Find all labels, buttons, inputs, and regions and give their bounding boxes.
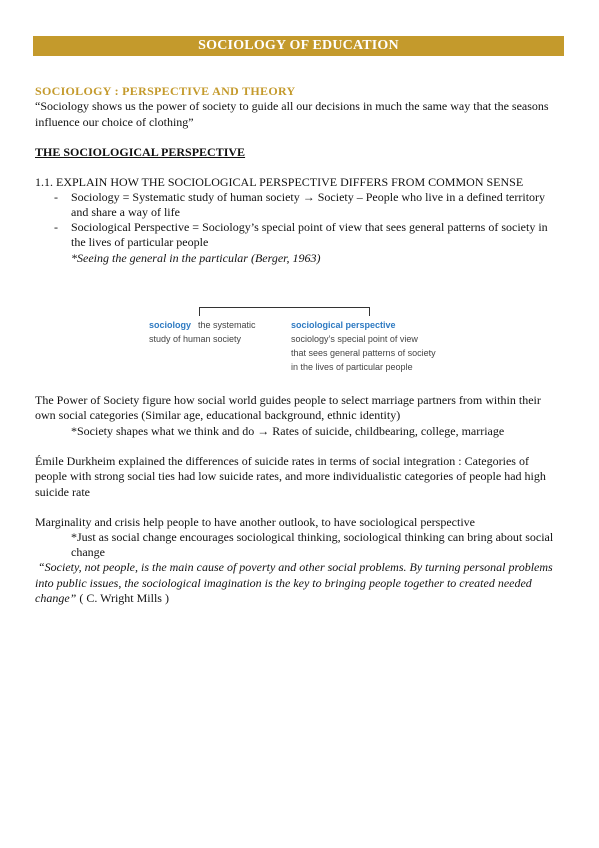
figure-right-def-line-3: in the lives of particular people [291, 362, 413, 372]
berger-note: *Seeing the general in the particular (Berger, 1963) [71, 251, 321, 265]
marginality-para: Marginality and crisis help people to have another outlook, to have sociological perspective [35, 515, 475, 529]
section-title: SOCIOLOGY : PERSPECTIVE AND THEORY [35, 84, 296, 98]
bullet-1-line-1: Sociology = Systematic study of human society → Society – People who live in a defined territory [71, 190, 546, 204]
durkheim-para-line-3: suicide rate [35, 485, 90, 499]
figure-bracket-right [369, 307, 370, 316]
document-banner: SOCIOLOGY OF EDUCATION [33, 36, 564, 56]
power-note: *Society shapes what we think and do → Rates of suicide, childbearing, college, marriage [71, 424, 505, 438]
bullet-dash: - [54, 190, 58, 204]
power-para-line-1: The Power of Society figure how social world guides people to select marriage partners from within their [35, 393, 541, 407]
bullet-2-line-2: the lives of particular people [71, 235, 209, 249]
durkheim-para-line-2: people with strong social ties had low suicide rates, and more individualistic categories of people had high [35, 469, 546, 483]
marginality-note-line-1: *Just as social change encourages sociological thinking, sociological thinking can bring about social [71, 530, 554, 544]
marginality-note-line-2: change [71, 545, 105, 559]
intro-quote-line-2: influence our choice of clothing” [35, 115, 194, 129]
figure-right-term: sociological perspective [291, 320, 396, 330]
figure-left-term: sociology [149, 320, 192, 330]
item-1-1-heading: 1.1. EXPLAIN HOW THE SOCIOLOGICAL PERSPECTIVE DIFFERS FROM COMMON SENSE [35, 175, 524, 189]
bullet-1-line-2: and share a way of life [71, 205, 180, 219]
figure-bracket-top [199, 307, 370, 308]
subheading: THE SOCIOLOGICAL PERSPECTIVE [35, 145, 246, 159]
figure-left-def-line-1: the systematic [198, 320, 256, 330]
mills-quote-end: change” [35, 591, 77, 605]
mills-attribution: ( C. Wright Mills ) [76, 591, 169, 605]
figure-right-def-line-1: sociology’s special point of view [291, 334, 418, 344]
mills-quote-line-3 [35, 590, 169, 606]
figure-right-def-line-2: that sees general patterns of society [291, 348, 436, 358]
intro-quote-line-1: “Sociology shows us the power of society to guide all our decisions in much the same way that the seasons [35, 99, 549, 113]
mills-quote-line-1: “Society, not people, is the main cause of poverty and other social problems. By turning personal problems [38, 560, 553, 574]
durkheim-para-line-1: Émile Durkheim explained the differences of suicide rates in terms of social integration : Categories of [35, 454, 529, 468]
bullet-2-line-1: Sociological Perspective = Sociology’s special point of view that sees general patterns of society in [71, 220, 548, 234]
mills-quote-line-2: into public issues, the sociological imagination is the key to bringing people together to created needed [35, 576, 532, 590]
figure-left-def-line-2: study of human society [149, 334, 242, 344]
power-para-line-2: own social categories (Similar age, educational background, ethnic identity) [35, 408, 401, 422]
figure-bracket-left [199, 307, 200, 316]
bullet-dash: - [54, 220, 58, 234]
